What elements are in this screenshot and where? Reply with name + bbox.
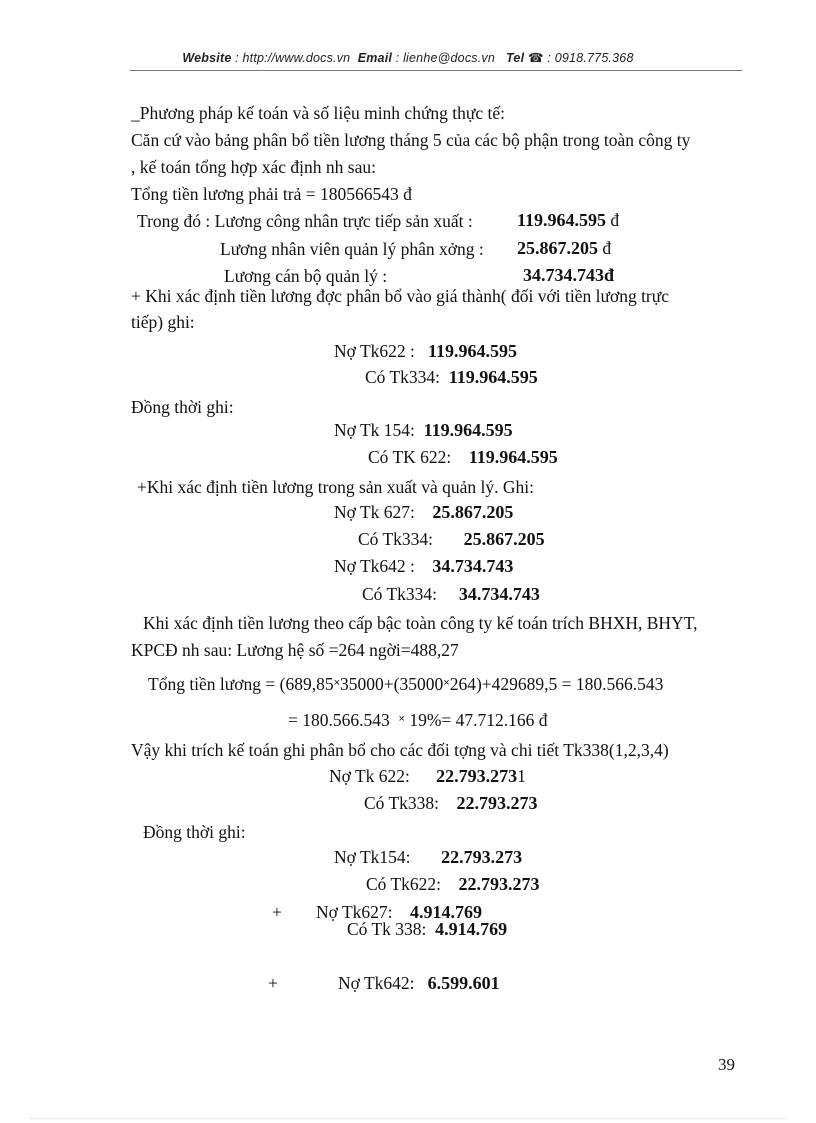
value-line: 34.734.743đ xyxy=(523,265,615,285)
phone-icon: ☎ xyxy=(527,51,544,65)
text-line: Lương nhân viên quản lý phân xởng : xyxy=(220,239,484,259)
plus-sign: + xyxy=(268,973,278,993)
entry-line: Có Tk 338: 4.914.769 xyxy=(347,919,508,939)
text-line: tiếp) ghi: xyxy=(131,312,195,332)
times-sign: × xyxy=(443,677,450,689)
email-link[interactable]: lienhe@docs.vn xyxy=(403,51,496,65)
text-line: _Phương pháp kế toán và số liệu minh chứng thực tế: xyxy=(131,103,506,123)
value-line: 25.867.205 đ xyxy=(517,238,612,258)
text-line: Đồng thời ghi: xyxy=(131,397,234,417)
header-rule xyxy=(130,70,742,71)
text-line: Đồng thời ghi: xyxy=(143,822,246,842)
footer-divider xyxy=(30,1118,786,1119)
text-line: , kế toán tổng hợp xác định nh sau: xyxy=(131,157,376,177)
plus-sign: + xyxy=(272,902,282,922)
text-line: +Khi xác định tiền lương trong sản xuất và quản lý. Ghi: xyxy=(137,477,535,497)
entry-line: Có Tk622: 22.793.273 xyxy=(366,874,540,894)
entry-line: Có Tk334: 34.734.743 xyxy=(362,584,540,604)
entry-line: Nợ Tk642 : 34.734.743 xyxy=(334,556,514,576)
entry-line: Nợ Tk642: 6.599.601 xyxy=(338,973,500,993)
entry-line: Nợ Tk 627: 25.867.205 xyxy=(334,502,514,522)
text-line: Căn cứ vào bảng phân bổ tiền lương tháng 5 của các bộ phận trong toàn công ty xyxy=(131,130,691,150)
page-header: Website : http://www.docs.vn Email : lienhe@docs.vn Tel ☎ : 0918.775.368 xyxy=(182,51,634,65)
text-line: Khi xác định tiền lương theo cấp bậc toàn công ty kế toán trích BHXH, BHYT, xyxy=(143,613,698,633)
value-line: 119.964.595 đ xyxy=(517,210,620,230)
entry-line: Nợ Tk154: 22.793.273 xyxy=(334,847,523,867)
entry-line: Có TK 622: 119.964.595 xyxy=(368,447,558,467)
website-label: Website xyxy=(182,51,232,65)
text-line: KPCĐ nh sau: Lương hệ số =264 ngời=488,27 xyxy=(131,640,459,660)
text-line: Lương cán bộ quản lý : xyxy=(224,266,388,286)
entry-line: Nợ Tk622 : 119.964.595 xyxy=(334,341,518,361)
text-line: Trong đó : Lương công nhân trực tiếp sản xuất : xyxy=(137,211,473,231)
entry-line: Có Tk334: 119.964.595 xyxy=(365,367,538,387)
formula-line: = 180.566.543 × 19%= 47.712.166 đ xyxy=(288,710,548,730)
text-line: + Khi xác định tiền lương đợc phân bổ vào giá thành( đối với tiền lương trực xyxy=(131,286,670,306)
entry-line: Có Tk334: 25.867.205 xyxy=(358,529,545,549)
page-number: 39 xyxy=(718,1055,735,1074)
formula-line: Tổng tiền lương = (689,85×35000+(35000×264)+429689,5 = 180.566.543 xyxy=(148,674,664,694)
entry-line: Nợ Tk 622: 22.793.2731 xyxy=(329,766,526,786)
entry-line: Nợ Tk 154: 119.964.595 xyxy=(334,420,513,440)
text-line: Tổng tiền lương phải trả = 180566543 đ xyxy=(131,184,412,204)
website-link[interactable]: http://www.docs.vn xyxy=(242,51,351,65)
entry-line: Nợ Tk627: 4.914.769 xyxy=(316,902,483,922)
tel-label: Tel xyxy=(506,51,525,65)
times-sign: × xyxy=(333,677,341,689)
email-label: Email xyxy=(357,51,393,65)
times-sign: × xyxy=(398,713,405,725)
tel-number: 0918.775.368 xyxy=(554,51,634,65)
entry-line: Có Tk338: 22.793.273 xyxy=(364,793,538,813)
text-line: Vậy khi trích kế toán ghi phân bổ cho các đối tợng và chi tiết Tk338(1,2,3,4) xyxy=(131,740,669,760)
